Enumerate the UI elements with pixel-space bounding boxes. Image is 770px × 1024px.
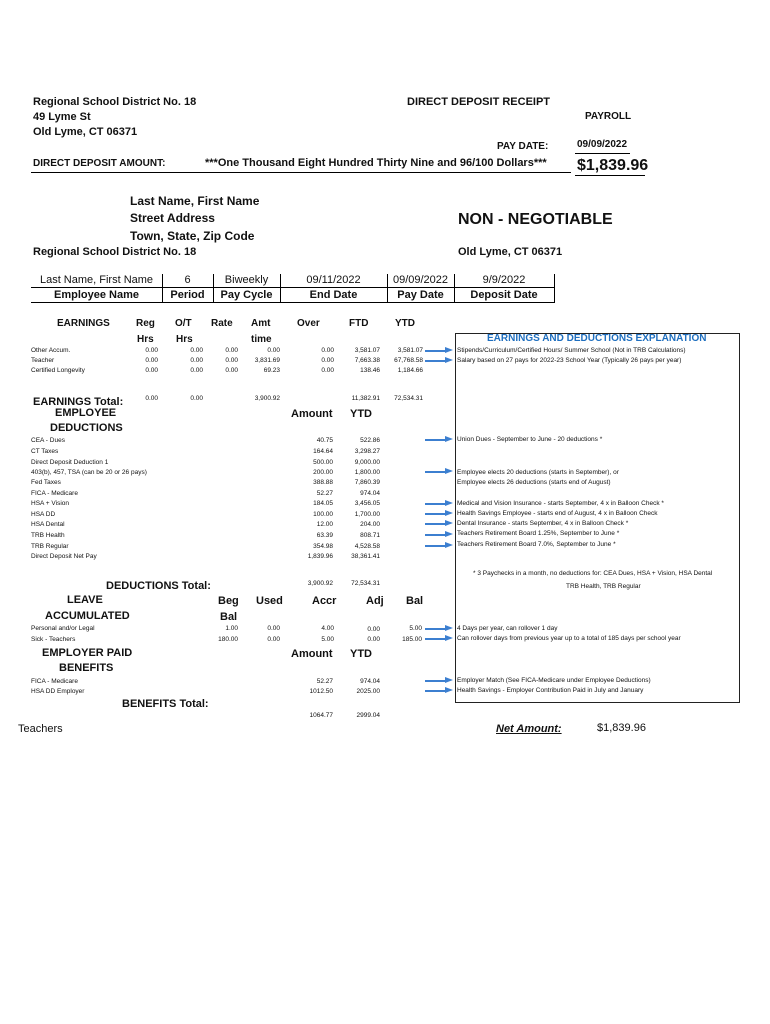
amt-value: 0.00 [267,347,280,354]
info-employee-name: Last Name, First Name [39,274,154,286]
deduction-amount: 1,839.96 [307,553,333,560]
benefits-total-ytd: 2999.04 [356,712,380,719]
label-end-date: End Date [309,289,358,301]
leave-beg: 1.00 [225,625,238,632]
over-value: 0.00 [321,347,334,354]
deduction-ytd: 38,361.41 [351,553,380,560]
ftd-header: FTD [349,318,369,329]
deduction-note-2: Employee elects 26 deductions (starts end of August) [457,479,611,486]
leave-accr-header: Accr [312,595,337,607]
employee-name-line: Last Name, First Name [130,194,260,208]
label-period: Period [170,289,205,301]
deductions-header-1: EMPLOYEE [55,407,117,419]
deductions-ytd-header: YTD [350,408,372,420]
deduction-amount: 100.00 [313,511,333,518]
net-amount-value: $1,839.96 [597,722,646,734]
amt-value: 69.23 [263,367,280,374]
ot-value: 0.00 [190,347,203,354]
non-negotiable-label: NON - NEGOTIABLE [458,211,613,228]
deduction-name: HSA DD [31,511,56,518]
deductions-amount-header: Amount [291,408,333,420]
ytd-value: 3,581.07 [397,347,423,354]
ot-hrs-header-2: Hrs [176,334,193,345]
arrow-icon [425,510,453,517]
deduction-amount: 500.00 [313,459,333,466]
earnings-name: Teacher [31,357,55,364]
deposit-amount-label: DIRECT DEPOSIT AMOUNT: [33,158,166,169]
deduction-amount: 40.75 [316,437,333,444]
employer-city: Old Lyme, CT 06371 [33,126,138,138]
leave-adj-header: Adj [366,595,384,607]
deposit-amount-words: ***One Thousand Eight Hundred Thirty Nine and 96/100 Dollars*** [205,157,547,169]
arrow-icon [425,635,453,642]
leave-bal: 185.00 [402,636,422,643]
deduction-name: CEA - Dues [31,437,65,444]
pay-date-label: PAY DATE: [497,141,549,152]
deduction-ytd: 1,800.00 [354,469,380,476]
leave-bal: 5.00 [409,625,422,632]
deduction-name: Fed Taxes [31,479,61,486]
street-address-line: Street Address [130,211,215,225]
district-name: Regional School District No. 18 [33,246,197,258]
leave-adj: 0.00 [367,636,380,643]
leave-note-2: Can rollover days from previous year up to a total of 185 days per school year [457,635,681,642]
deduction-name: HSA Dental [31,521,65,528]
earnings-total-amt: 3,900.92 [254,395,280,402]
arrow-icon [425,357,453,364]
reg-value: 0.00 [145,367,158,374]
arrow-icon [425,687,453,694]
deduction-amount: 184.05 [313,500,333,507]
leave-header-1: LEAVE [67,594,103,606]
reg-value: 0.00 [145,347,158,354]
benefits-header-2: BENEFITS [59,662,114,674]
ot-value: 0.00 [190,367,203,374]
reg-hrs-header-2: Hrs [137,334,154,345]
leave-name: Sick - Teachers [31,636,76,643]
info-deposit-date: 9/9/2022 [482,274,526,286]
deduction-amount: 164.64 [313,448,333,455]
benefits-amount-header: Amount [291,648,333,660]
paycheck-note-2: TRB Health, TRB Regular [566,583,641,590]
deduction-name: CT Taxes [31,448,59,455]
leave-adj: 0.00 [367,626,380,633]
ytd-value: 67,768.58 [394,357,423,364]
benefit-name: FICA - Medicare [31,678,78,685]
ftd-value: 7,663.38 [354,357,380,364]
deduction-ytd: 204.00 [360,521,380,528]
net-amount-label: Net Amount: [496,723,562,735]
paycheck-note-1: * 3 Paychecks in a month, no deductions for: CEA Dues, HSA + Vision, HSA Dental [473,570,713,577]
earnings-total-ytd: 72,534.31 [394,395,423,402]
union-note: Union Dues - September to June - 20 deductions * [457,436,603,443]
benefit-amount: 1012.50 [309,688,333,695]
explanation-box [455,333,740,703]
pay-date-value: 09/09/2022 [577,139,628,150]
ftd-value: 138.46 [360,367,380,374]
rate-header: Rate [211,318,233,329]
earnings-header: EARNINGS [57,318,110,329]
deduction-amount: 52.27 [316,490,333,497]
leave-used: 0.00 [267,636,280,643]
reg-hrs-header-1: Reg [136,318,155,329]
arrow-icon [425,531,453,538]
leave-name: Personal and/or Legal [31,625,95,632]
benefit-ytd: 974.04 [360,678,380,685]
benefits-header-1: EMPLOYER PAID [42,647,133,659]
info-end-date: 09/11/2022 [306,274,361,286]
deduction-name: 403(b), 457, TSA (can be 20 or 26 pays) [31,469,147,476]
ytd-value: 1,184.66 [397,367,423,374]
leave-header-2: ACCUMULATED [45,610,130,622]
benefit-ytd: 2025.00 [356,688,380,695]
ftd-value: 3,581.07 [354,347,380,354]
benefit-note-2: Health Savings - Employer Contribution Paid in July and January [457,687,644,694]
benefit-name: HSA DD Employer [31,688,85,695]
deduction-ytd: 4,528.58 [354,543,380,550]
arrow-icon [425,677,453,684]
leave-accr: 5.00 [321,636,334,643]
over-value: 0.00 [321,357,334,364]
arrow-icon [425,542,453,549]
arrow-icon [425,468,453,475]
benefits-total-label: BENEFITS Total: [122,698,209,710]
ytd-header: YTD [395,318,415,329]
label-pay-date: Pay Date [397,289,444,301]
benefit-amount: 52.27 [316,678,333,685]
explanation-title: EARNINGS AND DEDUCTIONS EXPLANATION [487,333,707,344]
rate-value: 0.00 [225,347,238,354]
deduction-ytd: 7,860.39 [354,479,380,486]
deduction-ytd: 974.04 [360,490,380,497]
position-label: Teachers [18,723,63,735]
leave-used: 0.00 [267,625,280,632]
benefit-note-1: Employer Match (See FICA-Medicare under Employee Deductions) [457,677,651,684]
earnings-name: Certified Longevity [31,367,85,374]
deductions-total-label: DEDUCTIONS Total: [106,580,211,592]
arrow-icon [425,436,453,443]
leave-bal-header: Bal [406,595,424,607]
arrow-icon [425,625,453,632]
info-pay-date: 09/09/2022 [392,274,449,286]
district-city: Old Lyme, CT 06371 [458,246,563,258]
arrow-icon [425,347,453,354]
arrow-icon [425,520,453,527]
deduction-amount: 12.00 [316,521,333,528]
hsa-note: Health Savings Employee - starts end of August, 4 x in Balloon Check [457,510,658,517]
deduction-ytd: 3,456.05 [354,500,380,507]
trb-regular-note: Teachers Retirement Board 7.0%, September to June * [457,541,616,548]
amt-value: 3,831.69 [254,357,280,364]
deduction-amount: 63.39 [316,532,333,539]
leave-beg-header-1: Beg [218,595,239,607]
receipt-title: DIRECT DEPOSIT RECEIPT [407,96,551,108]
deduction-name: TRB Regular [31,543,69,550]
trb-health-note: Teachers Retirement Board 1.25%, September to June * [457,530,620,537]
earnings-total-reg: 0.00 [145,395,158,402]
earn-note-1: Stipends/Curriculum/Certified Hours/ Summer School (Not in TRB Calculations) [457,347,686,354]
deduction-ytd: 9,000.00 [354,459,380,466]
deduction-name: HSA + Vision [31,500,70,507]
employer-street: 49 Lyme St [33,111,91,123]
info-period: 6 [184,274,191,286]
deduction-name: Direct Deposit Deduction 1 [31,459,109,466]
earn-note-2: Salary based on 27 pays for 2022-23 School Year (Typically 26 pays per year) [457,357,682,364]
leave-note-1: 4 Days per year, can rollover 1 day [457,625,558,632]
dental-note: Dental Insurance - starts September, 4 x in Balloon Check * [457,520,629,527]
deduction-name: TRB Health [31,532,65,539]
deduction-amount: 200.00 [313,469,333,476]
label-pay-cycle: Pay Cycle [220,289,273,301]
leave-beg-header-2: Bal [220,611,238,623]
deduction-ytd: 522.86 [360,437,380,444]
reg-value: 0.00 [145,357,158,364]
amt-header-2: time [251,334,272,345]
label-deposit-date: Deposit Date [470,289,538,301]
ot-hrs-header-1: O/T [175,318,192,329]
payroll-label: PAYROLL [585,111,632,122]
leave-beg: 180.00 [218,636,238,643]
employer-name: Regional School District No. 18 [33,96,197,108]
over-value: 0.00 [321,367,334,374]
medical-note: Medical and Vision Insurance - starts September, 4 x in Balloon Check * [457,500,664,507]
deduction-note-1: Employee elects 20 deductions (starts in September), or [457,469,619,476]
rate-value: 0.00 [225,357,238,364]
over-header: Over [297,318,320,329]
earnings-total-label: EARNINGS Total: [33,396,124,408]
deduction-name: FICA - Medicare [31,490,78,497]
benefits-ytd-header: YTD [350,648,372,660]
deductions-header-2: DEDUCTIONS [50,422,123,434]
deductions-total-amount: 3,900.92 [307,580,333,587]
deduction-amount: 354.98 [313,543,333,550]
deduction-ytd: 3,298.27 [354,448,380,455]
rate-value: 0.00 [225,367,238,374]
deductions-total-ytd: 72,534.31 [351,580,380,587]
earnings-name: Other Accum. [31,347,71,354]
leave-used-header: Used [256,595,283,607]
deduction-ytd: 1,700.00 [354,511,380,518]
deduction-ytd: 808.71 [360,532,380,539]
amt-header-1: Amt [251,318,271,329]
earnings-total-ot: 0.00 [190,395,203,402]
info-pay-cycle: Biweekly [224,274,269,286]
arrow-icon [425,500,453,507]
deduction-amount: 388.88 [313,479,333,486]
ot-value: 0.00 [190,357,203,364]
earnings-total-ftd: 11,382.91 [351,395,380,402]
benefits-total-amount: 1064.77 [309,712,333,719]
town-state-zip-line: Town, State, Zip Code [130,229,255,243]
label-employee-name: Employee Name [54,289,139,301]
deposit-amount-value: $1,839.96 [577,157,649,174]
deduction-name: Direct Deposit Net Pay [31,553,97,560]
leave-accr: 4.00 [321,625,334,632]
